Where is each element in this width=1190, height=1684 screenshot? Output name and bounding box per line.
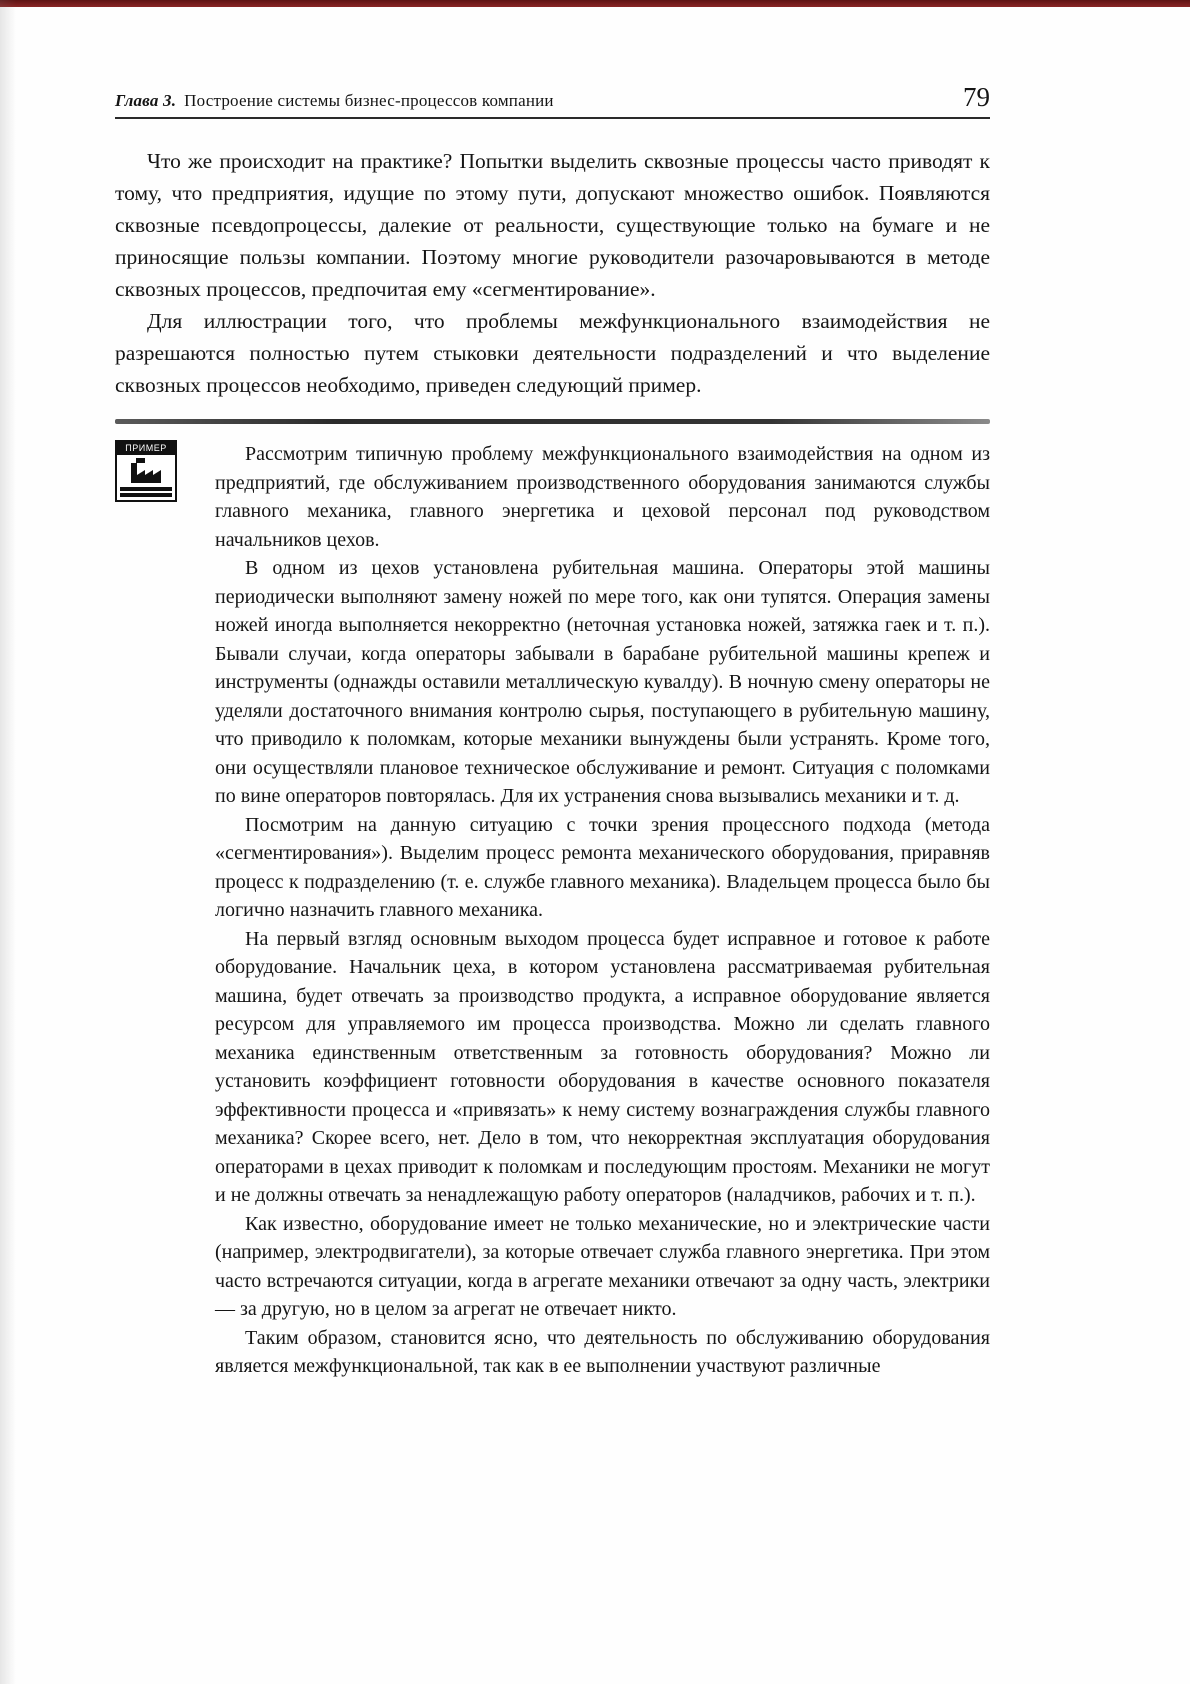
example-paragraph: Посмотрим на данную ситуацию с точки зрения процессного подхода (метода «сегментирования»). Выделим процесс ремонта механического оборудования, приравняв процесс к подразделению (т. е. службе главного механика). Владельцем процесса было бы логично назначить главного механика.	[215, 813, 990, 921]
example-divider-rule	[115, 419, 990, 424]
example-text	[215, 440, 990, 1381]
factory-icon	[122, 457, 170, 483]
intro-paragraph: Что же происходит на практике? Попытки выделить сквозные процессы часто приводят к тому, что предприятия, идущие по этому пути, допускают множество ошибок. Появляются сквозные псевдопроцессы, далекие от реальности, существующие только на бумаге и не приносящие пользы компании. Поэтому многие руководители разочаровываются в методе сквозных процессов, предпочитая ему «сегментирование».	[115, 149, 990, 301]
icon-line	[120, 487, 172, 491]
example-icon	[115, 440, 177, 502]
running-head	[115, 91, 554, 111]
scan-left-shade	[0, 0, 16, 1684]
intro-paragraph: Для иллюстрации того, что проблемы межфункционального взаимодействия не разрешаются полностью путем стыковки деятельности подразделений и что выделение сквозных процессов необходимо, приведен следующий пример.	[115, 309, 990, 397]
header-rule	[115, 117, 990, 119]
chapter-title: Построение системы бизнес-процессов компании	[184, 91, 554, 110]
scan-edge-strip	[0, 0, 1190, 7]
example-paragraph: Как известно, оборудование имеет не только механические, но и электрические части (например, электродвигатели), за которые отвечает служба главного энергетика. При этом часто встречаются ситуации, когда в агрегате механики отвечают за одну часть, электрики — за другую, но в целом за агрегат не отвечает никто.	[215, 1212, 990, 1320]
page-content	[115, 84, 990, 1381]
intro-text	[115, 145, 990, 401]
example-icon-column	[115, 440, 215, 1381]
icon-line	[120, 493, 172, 497]
icon-underlines	[117, 483, 175, 500]
example-paragraph: На первый взгляд основным выходом процесса будет исправное и готовое к работе оборудование. Начальник цеха, в котором установлена рассматриваемая рубительная машина, будет отвечать за производство продукта, а исправное оборудование является ресурсом для управляемого им процесса производства. Можно ли сделать главного механика единственным ответственным за готовность оборудования? Можно ли установить коэффициент готовности оборудования в качестве основного показателя эффективности процесса и «привязать» к нему систему вознаграждения службы главного механика? Скорее всего, нет. Дело в том, что некорректная эксплуатация оборудования операторами в цехах приводит к поломкам и последующим простоям. Механики не могут и не должны отвечать за ненадлежащую работу операторов (наладчиков, рабочих и т. п.).	[215, 927, 990, 1206]
example-paragraph: В одном из цехов установлена рубительная машина. Операторы этой машины периодически выполняют замену ножей по мере того, как они тупятся. Операция замены ножей иногда выполняется некорректно (неточная установка ножей, затяжка гаек и т. п.). Бывали случаи, когда операторы забывали в барабане рубительной машины крепеж и инструменты (однажды оставили металлическую кувалду). В ночную смену операторы не уделяли достаточного внимания контролю сырья, поступающего в рубительную машину, что приводило к поломкам, которые механики вынуждены были устранять. Кроме того, они осуществляли плановое техническое обслуживание и ремонт. Ситуация с поломками по вине операторов повторялась. Для их устранения снова вызывались механики и т. д.	[215, 557, 990, 807]
example-paragraph: Таким образом, становится ясно, что деятельность по обслуживанию оборудования является межфункциональной, так как в ее выполнении участвуют различные	[215, 1326, 990, 1377]
page-header	[115, 84, 990, 111]
page-number: 79	[963, 82, 990, 112]
example-section	[115, 440, 990, 1381]
example-icon-label: ПРИМЕР	[117, 442, 175, 455]
example-paragraph: Рассмотрим типичную проблему межфункционального взаимодействия на одном из предприятий, где обслуживанием производственного оборудования занимаются службы главного механика, главного энергетика и цеховой персонал под руководством начальников цехов.	[215, 443, 990, 551]
chapter-label: Глава 3.	[115, 91, 177, 110]
